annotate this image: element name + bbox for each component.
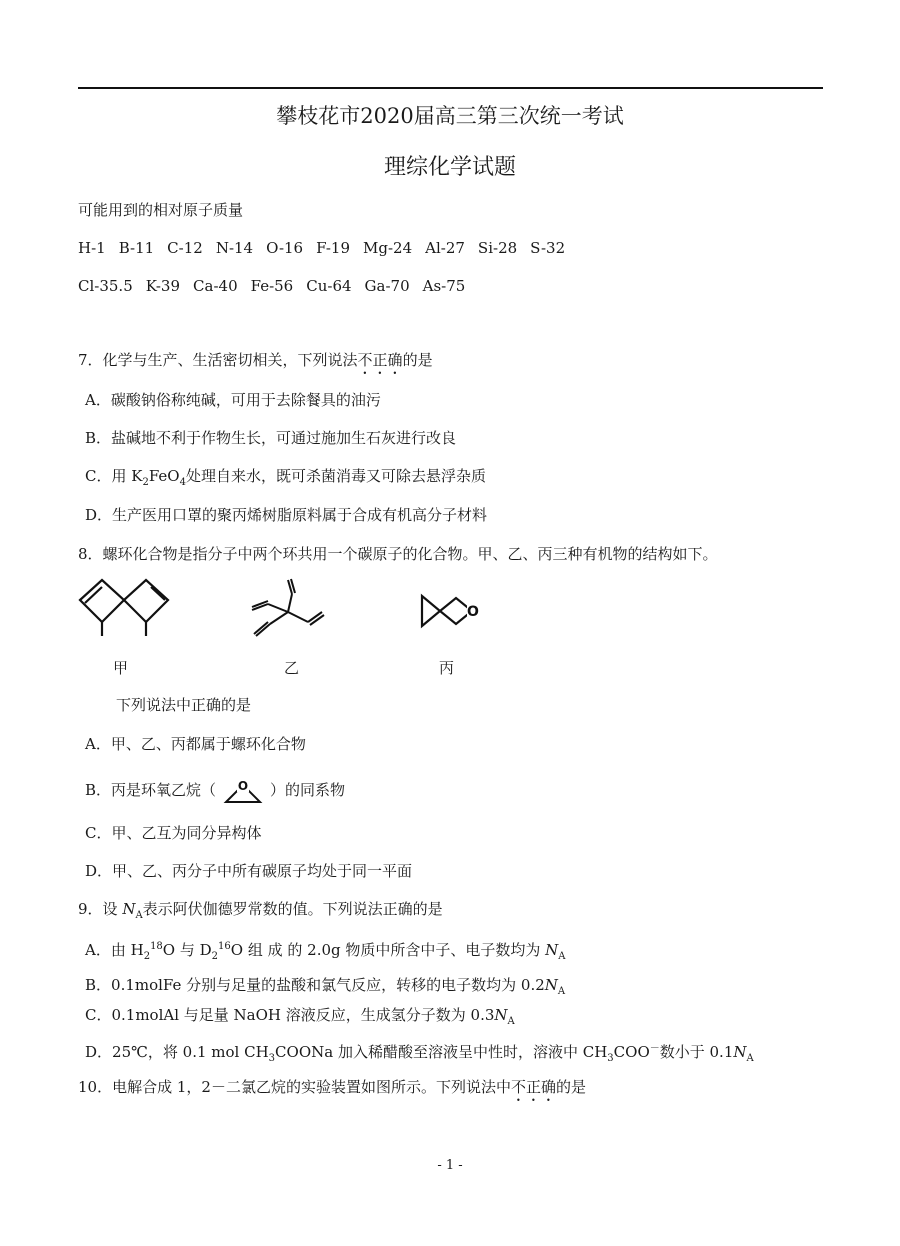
q9-a-mid: O 与 D [162, 941, 212, 959]
q9-a-sup2: 16 [218, 941, 231, 952]
q7-stem-post: 的是 [402, 351, 433, 369]
q9-option-a [85, 936, 566, 968]
masses-heading: 可能用到的相对原子质量 [78, 201, 244, 219]
q7-stem-pre: 7．化学与生产、生活密切相关，下列说法 [78, 351, 358, 369]
masses-row-1 [78, 237, 578, 259]
atomic-mass-2: Ca-40 [193, 277, 238, 295]
ethylene-oxide-structure [220, 777, 266, 805]
q9-d-pre: D．25℃，将 0.1 mol CH [85, 1043, 269, 1061]
q8-stem: 8．螺环化合物是指分子中两个环共用一个碳原子的化合物。甲、乙、丙三种有机物的结构如下。 [78, 545, 718, 563]
q9-d-post: 数小于 0.1 [659, 1043, 734, 1061]
q8-b-pre: B．丙是环氧乙烷（ [85, 781, 217, 799]
page-title: 攀枝花市2020届高三第三次统一考试 [276, 104, 624, 128]
label-yi: 乙 [284, 659, 300, 677]
q7-c-post: 处理自来水，既可杀菌消毒又可除去悬浮杂质 [185, 467, 486, 485]
q9-stem-pre: 9．设 [78, 900, 123, 918]
oxygen-atom-label: O [467, 604, 479, 620]
q9-option-c [85, 1004, 515, 1033]
q9-d-sup: － [649, 1043, 660, 1054]
masses-row-2 [78, 275, 478, 297]
q9-c-na: N [494, 1006, 508, 1024]
atomic-mass-3: N-14 [215, 239, 254, 257]
q9-na: N [122, 900, 136, 918]
q9-a-pre: A．由 H [85, 941, 144, 959]
q7-stem [78, 349, 433, 378]
label-jia: 甲 [113, 659, 129, 677]
q9-a-sub1: 2 [143, 951, 151, 962]
q7-stem-emphasis: 不正确 [357, 351, 403, 369]
atomic-mass-6: As-75 [422, 277, 466, 295]
q9-d-sub2: 3 [607, 1053, 614, 1064]
atomic-mass-3: Fe-56 [250, 277, 294, 295]
q9-d-sub1: 3 [268, 1053, 276, 1064]
q8-b-post: ）的同系物 [270, 781, 346, 799]
q7-option-d: D．生产医用口罩的聚丙烯树脂原料属于合成有机高分子材料 [85, 506, 488, 524]
page-subtitle: 理综化学试题 [383, 155, 516, 180]
q9-na-sub: A [135, 910, 143, 921]
atomic-mass-1: K-39 [145, 277, 181, 295]
q8-option-c: C．甲、乙互为同分异构体 [85, 824, 262, 842]
q9-c-pre: C．0.1molAl 与足量 NaOH 溶液反应，生成氢分子数为 0.3 [85, 1006, 495, 1024]
q9-d-na-sub: A [746, 1053, 754, 1064]
top-rule [78, 87, 823, 89]
atomic-mass-2: C-12 [167, 239, 203, 257]
q7-c-mid: FeO [148, 467, 180, 485]
q9-a-na-sub: A [558, 951, 566, 962]
atomic-mass-6: Mg-24 [363, 239, 413, 257]
atomic-mass-7: Al-27 [425, 239, 465, 257]
q7-option-a: A．碳酸钠俗称纯碱，可用于去除餐具的油污 [85, 391, 381, 409]
structure-jia [76, 578, 176, 640]
atomic-mass-8: Si-28 [477, 239, 518, 257]
atomic-mass-1: B-11 [118, 239, 155, 257]
q9-b-pre: B．0.1molFe 分别与足量的盐酸和氯气反应，转移的电子数均为 0.2 [85, 976, 545, 994]
q9-d-mid: COONa 加入稀醋酸至溶液呈中性时，溶液中 CH [275, 1043, 608, 1061]
atomic-mass-5: F-19 [316, 239, 350, 257]
q9-b-na-sub: A [557, 986, 566, 997]
q10-stem-post: 的是 [555, 1078, 586, 1096]
q9-a-post: O 组 成 的 2.0g 物质中所含中子、电子数均为 [230, 941, 546, 959]
q7-option-b: B．盐碱地不利于作物生长，可通过施加生石灰进行改良 [85, 429, 457, 447]
atomic-mass-4: O-16 [266, 239, 304, 257]
q7-c-sub2: 4 [179, 477, 186, 488]
q9-d-mid2: COO [613, 1043, 650, 1061]
q8-option-b [85, 777, 345, 805]
q9-stem [78, 898, 443, 927]
q8-option-d: D．甲、乙、丙分子中所有碳原子均处于同一平面 [85, 862, 413, 880]
q9-option-d [85, 1038, 754, 1070]
page-number: - 1 - [437, 1158, 463, 1173]
atomic-mass-0: H-1 [78, 239, 106, 257]
svg-text:O: O [237, 779, 249, 793]
q9-c-na-sub: A [507, 1016, 515, 1027]
q9-a-na: N [545, 941, 559, 959]
atomic-mass-9: S-32 [530, 239, 566, 257]
q10-stem-pre: 10．电解合成 1，2－二氯乙烷的实验装置如图所示。下列说法中 [78, 1078, 511, 1096]
q8-sub-stem: 下列说法中正确的是 [116, 696, 252, 714]
q9-stem-post: 表示阿伏伽德罗常数的值。下列说法正确的是 [142, 900, 443, 918]
q9-a-sub2: 2 [211, 951, 219, 962]
q7-c-sub1: 2 [142, 477, 149, 488]
q9-b-na: N [544, 976, 558, 994]
q9-a-sup1: 18 [150, 941, 163, 952]
label-bing: 丙 [439, 659, 455, 677]
q7-c-pre: C．用 K [85, 467, 143, 485]
q9-option-b [85, 974, 565, 1003]
atomic-mass-0: Cl-35.5 [78, 277, 133, 295]
atomic-mass-4: Cu-64 [306, 277, 352, 295]
q10-stem [78, 1076, 586, 1105]
q10-stem-emphasis: 不正确 [510, 1078, 556, 1096]
structure-yi [240, 572, 330, 646]
structure-bing [418, 590, 488, 634]
atomic-mass-5: Ga-70 [364, 277, 410, 295]
q8-option-a: A．甲、乙、丙都属于螺环化合物 [85, 735, 306, 753]
q7-option-c [85, 465, 486, 494]
q9-d-na: N [733, 1043, 747, 1061]
